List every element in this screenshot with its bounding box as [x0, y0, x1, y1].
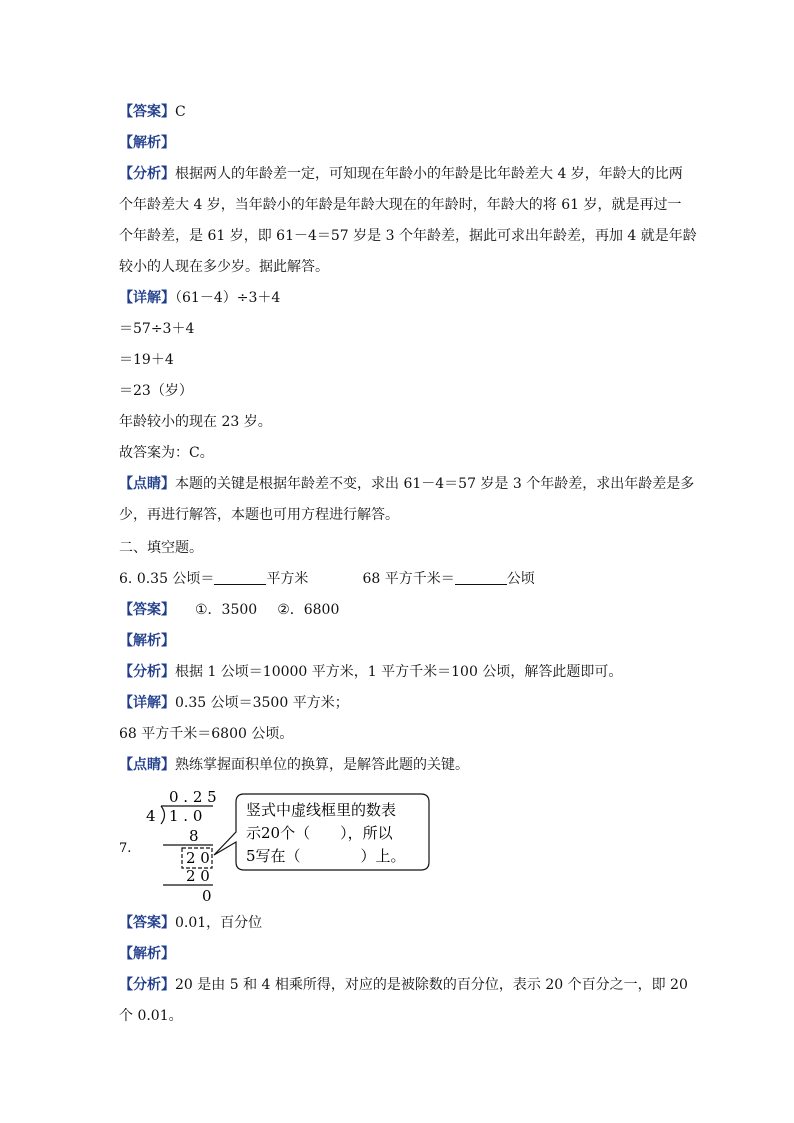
q6-detail-1: 0.35 公顷＝3500 平方米；	[175, 695, 349, 711]
q6-dianjing-line	[119, 755, 469, 775]
q6-fenxi-line	[119, 662, 622, 682]
division-step-2: 2 0	[186, 867, 210, 885]
q5-step-1: ＝57÷3＋4	[119, 321, 195, 337]
q5-answer-line	[119, 102, 186, 122]
division-dividend: 1 . 0	[169, 807, 203, 825]
q6-analysis-heading	[119, 631, 175, 651]
answer-tag: 【答案】	[119, 104, 175, 120]
q6-number: 6.	[119, 571, 133, 587]
q5-answer: C	[175, 104, 186, 120]
detail-tag: 【详解】	[119, 695, 175, 711]
q7-figure	[119, 786, 449, 908]
q6-answer-2: ②．6800	[277, 602, 340, 618]
division-boxed-value: 2 0	[186, 849, 210, 867]
q6-part1-suffix: 平方米	[266, 571, 309, 587]
answer-tag: 【答案】	[119, 602, 175, 618]
analysis-tag: 【解析】	[119, 135, 175, 151]
division-remainder: 0	[202, 887, 212, 905]
q5-fenxi-line-1	[119, 164, 683, 184]
long-division-diagram	[119, 786, 449, 908]
bubble-line-3: 5写在（ ）上。	[246, 847, 406, 865]
q5-fenxi-line-4: 较小的人现在多少岁。据此解答。	[119, 259, 329, 275]
q6-dianjing-text: 熟练掌握面积单位的换算，是解答此题的关键。	[175, 757, 469, 773]
division-quotient: 0 . 2 5	[169, 788, 217, 806]
q5-dianjing-line-2: 少，再进行解答，本题也可用方程进行解答。	[119, 507, 399, 523]
q5-dianjing-line-1	[119, 474, 694, 494]
q7-number: 7.	[119, 841, 132, 856]
q6-fenxi-text: 根据 1 公顷＝10000 平方米，1 平方千米＝100 公顷，解答此题即可。	[175, 664, 623, 680]
q6-part2-prefix: 68 平方千米＝	[362, 571, 455, 587]
q5-step-3: ＝23（岁）	[119, 383, 193, 399]
bubble-line-2: 示20个（ ），所以	[246, 824, 393, 842]
q6-blank-2	[455, 570, 507, 585]
answer-tag: 【答案】	[119, 915, 175, 931]
q5-detail-line	[119, 288, 280, 308]
bubble-line-1: 竖式中虚线框里的数表	[246, 801, 397, 819]
division-divisor: 4	[146, 807, 156, 825]
q5-conclusion: 年龄较小的现在 23 岁。	[119, 414, 272, 430]
q6-answer-1: ①．3500	[195, 602, 258, 618]
q6-part1-prefix: 0.35 公顷＝	[136, 571, 215, 587]
analysis-tag: 【解析】	[119, 946, 175, 962]
section-title: 二、填空题。	[119, 540, 203, 556]
q7-answer-line	[119, 913, 262, 933]
fenxi-tag: 【分析】	[119, 664, 175, 680]
q7-fenxi-line-1	[119, 975, 688, 995]
fenxi-tag: 【分析】	[119, 166, 175, 182]
q6-answer-line	[119, 600, 339, 620]
q7-answer: 0.01，百分位	[175, 915, 263, 931]
dianjing-tag: 【点睛】	[119, 476, 175, 492]
detail-tag: 【详解】	[119, 290, 175, 306]
q6-blank-1	[214, 570, 266, 585]
analysis-tag: 【解析】	[119, 633, 175, 649]
q5-dianjing-text-1: 本题的关键是根据年龄差不变，求出 61－4＝57 岁是 3 个年龄差，求出年龄差是多	[175, 476, 695, 492]
q5-final-answer: 故答案为：C。	[119, 445, 214, 461]
division-step-1: 8	[189, 827, 199, 845]
q5-step-2: ＝19＋4	[119, 352, 174, 368]
division-bracket	[161, 806, 165, 824]
q6-question	[119, 569, 535, 589]
dianjing-tag: 【点睛】	[119, 757, 175, 773]
q6-part2-suffix: 公顷	[506, 571, 535, 587]
q5-fenxi-text-1: 根据两人的年龄差一定，可知现在年龄小的年龄是比年龄差大 4 岁，年龄大的比两	[175, 166, 683, 182]
fenxi-tag: 【分析】	[119, 977, 175, 993]
q7-fenxi-text-1: 20 是由 5 和 4 相乘所得，对应的是被除数的百分位，表示 20 个百分之一，即 20	[175, 977, 688, 993]
q5-analysis-heading	[119, 133, 175, 153]
q5-fenxi-line-2: 个年龄差大 4 岁，当年龄小的年龄是年龄大现在的年龄时，年龄大的将 61 岁，就是再过一	[119, 197, 682, 213]
q7-analysis-heading	[119, 944, 175, 964]
q6-detail-2: 68 平方千米＝6800 公顷。	[119, 726, 294, 742]
q6-detail-line	[119, 693, 349, 713]
q5-fenxi-line-3: 个年龄差，是 61 岁，即 61－4＝57 岁是 3 个年龄差，据此可求出年龄差，再加 4 就是年龄	[119, 228, 697, 244]
q5-detail-expression: （61－4）÷3＋4	[175, 290, 281, 306]
q7-fenxi-line-2: 个 0.01。	[119, 1008, 183, 1024]
